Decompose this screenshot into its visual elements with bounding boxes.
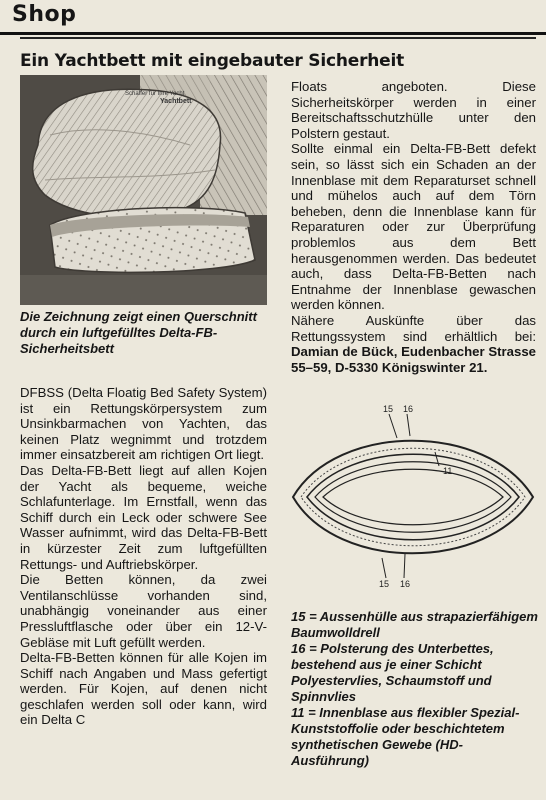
bag-print-text: Schaffer für Ihre Yacht (125, 91, 185, 97)
right-column (291, 79, 536, 375)
label-16-top: 16 (403, 404, 414, 414)
paragraph-contact (291, 313, 536, 375)
paragraph-intro: DFBSS (Delta Floatig Bed Safety System) ist ein Rettungskörpersystem zum Unsinkbarmachen von Yachten, das keinen Platz wegnimmt und trotzdem immer einsatzbereit am richtigen Ort liegt. (20, 385, 267, 463)
legend-item-15: 15 = Aussenhülle aus strapazierfähigem Baumwolldrell (291, 609, 538, 640)
paragraph-sizes: Delta-FB-Betten können für alle Kojen im Schiff nach Angaben und Mass gefertigt werden. Für Kojen, auf denen nicht geschlafen werden soll oder kann, wird ein Delta C (20, 650, 267, 728)
product-photo (20, 75, 267, 305)
legend-item-16: 16 = Polsterung des Unterbettes, bestehend aus je einer Schicht Polyestervlies, Schaumstoff und Spinnvlies (291, 641, 494, 704)
pillow-print-text: Yachtbett (160, 98, 192, 105)
section-header (0, 0, 546, 35)
cross-section-diagram (287, 402, 539, 587)
paragraph-valves: Die Betten können, da zwei Ventilanschlüsse vorhanden sind, unabhängig voneinander aus einer Pressluftflasche oder über ein 12-V-Gebläse mit Luft gefüllt werden. (20, 572, 267, 650)
paragraph-repair: Sollte einmal ein Delta-FB-Bett defekt sein, so lässt sich ein Schaden an der Innenblase mit dem Reparaturset schnell und mühelos auch auf dem Törn beheben, denn die Innenblase kann für Reparaturen oder zur Überprüfung problemlos aus dem Bett herausgenommen werden. Das bedeutet auch, dass Delta-FB-Betten nach Entnahme der Innenblase gewaschen werden können. (291, 141, 536, 313)
label-11: 11 (443, 466, 453, 476)
label-16-bottom: 16 (400, 579, 411, 587)
paragraph-bed: Das Delta-FB-Bett liegt auf allen Kojen der Yacht als bequeme, weiche Schlafunterlage. Im Ernstfall, wenn das Schiff durch ein Leck oder schwere See Wasser aufnimmt, wird das Delta-FB-Bett in kürzester Zeit zum luftgefüllten Rettungs- und Auftriebskörper. (20, 462, 267, 572)
section-label: Shop (12, 2, 77, 27)
contact-intro: Nähere Auskünfte über das Rettungssystem sind erhältlich bei: (291, 312, 536, 344)
contact-address: Damian de Bück, Eudenbacher Strasse 55–59, D-5330 Königswinter 21. (291, 344, 536, 375)
legend-item-11: 11 = Innenblase aus flexibler Spezial-Kunststoffolie oder beschichtetem synthetischen Gewebe (HD-Ausführung) (291, 705, 520, 768)
label-15-top: 15 (383, 404, 394, 414)
yacht-bed-photo (20, 75, 267, 305)
paragraph-floats: Floats angeboten. Diese Sicherheitskörper werden in einer Bereitschaftsschutzhülle unter den Polstern gestaut. (291, 79, 536, 141)
label-15-bottom: 15 (379, 579, 390, 587)
photo-caption: Die Zeichnung zeigt einen Querschnitt durch ein luftgefülltes Delta-FB-Sicherheitsbett (20, 309, 257, 356)
left-column (20, 385, 267, 728)
article-headline: Ein Yachtbett mit eingebauter Sicherheit (20, 51, 405, 71)
headline-rule (20, 37, 536, 39)
diagram-legend (291, 609, 539, 769)
